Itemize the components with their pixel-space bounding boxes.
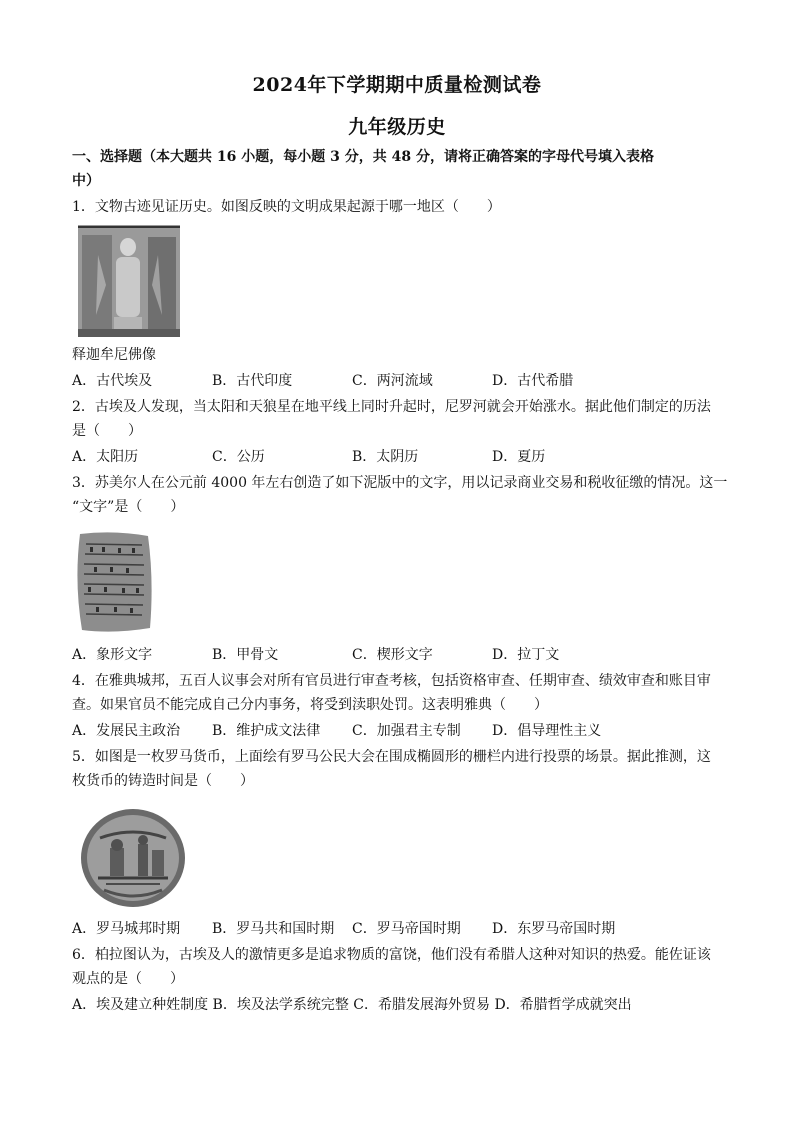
question-1-stem: 1．文物古迹见证历史。如图反映的文明成果起源于哪一地区（ ） (72, 199, 501, 215)
question-6-stem: 6．柏拉图认为，古埃及人的激情更多是追求物质的富饶，他们没有希腊人这种对知识的热爱。能佐证该 (72, 947, 711, 963)
option-d[interactable]: D．夏历 (492, 449, 546, 465)
question-5-stem: 5．如图是一枚罗马货币，上面绘有罗马公民大会在围成椭圆形的栅栏内进行投票的场景。据此推测，这 (72, 749, 711, 765)
roman-coin-photo-icon (80, 808, 186, 908)
question-3-stem: 3．苏美尔人在公元前 4000 年左右创造了如下泥版中的文字，用以记录商业交易和税收征缴的情况。这一 (72, 475, 728, 491)
option-c[interactable]: C．加强君主专制 (352, 723, 461, 739)
question-5-options (72, 920, 752, 938)
exam-title: 2024年下学期期中质量检测试卷 (252, 74, 542, 96)
option-b[interactable]: B．太阴历 (352, 449, 419, 465)
option-c[interactable]: C．公历 (212, 449, 265, 465)
option-d[interactable]: D．拉丁文 (492, 647, 560, 663)
question-2-stem: 2．古埃及人发现，当太阳和天狼星在地平线上同时升起时，尼罗河就会开始涨水。据此他们制定的历法 (72, 399, 711, 415)
exam-subtitle: 九年级历史 (348, 116, 446, 138)
question-2-stem-cont: 是（ ） (72, 423, 142, 439)
option-c[interactable]: C．楔形文字 (352, 647, 433, 663)
option-b[interactable]: B．罗马共和国时期 (212, 921, 335, 937)
option-b[interactable]: B．甲骨文 (212, 647, 279, 663)
option-b[interactable]: B．古代印度 (212, 373, 293, 389)
question-5-stem-cont: 枚货币的铸造时间是（ ） (72, 773, 254, 789)
buddha-statue-photo-icon (78, 225, 180, 337)
option-a[interactable]: A．古代埃及 (72, 373, 153, 389)
option-a[interactable]: A．太阳历 (72, 449, 139, 465)
option-d[interactable]: D．倡导理性主义 (492, 723, 602, 739)
option-c[interactable]: C．两河流域 (352, 373, 433, 389)
clay-tablet-photo-icon (74, 530, 154, 634)
option-b[interactable]: B．维护成文法律 (212, 723, 321, 739)
question-1-options (72, 372, 752, 390)
question-4-stem: 4．在雅典城邦，五百人议事会对所有官员进行审查考核，包括资格审查、任期审查、绩效审查和账目审 (72, 673, 711, 689)
question-4-stem-cont: 查。如果官员不能完成自己分内事务，将受到渎职处罚。这表明雅典（ ） (72, 697, 548, 713)
question-3-options (72, 646, 752, 664)
section-heading-cont: 中） (72, 173, 100, 189)
option-c[interactable]: C．罗马帝国时期 (352, 921, 461, 937)
question-6-options[interactable]: A．埃及建立种姓制度 B．埃及法学系统完整 C．希腊发展海外贸易 D．希腊哲学成就突出 (72, 997, 632, 1013)
question-2-options (72, 448, 752, 466)
question-6-stem-cont: 观点的是（ ） (72, 971, 184, 987)
option-a[interactable]: A．发展民主政治 (72, 723, 181, 739)
question-1-image-caption: 释迦牟尼佛像 (72, 347, 156, 363)
question-4-options (72, 722, 752, 740)
section-heading: 一、选择题（本大题共 16 小题，每小题 3 分，共 48 分，请将正确答案的字母代号填入表格 (72, 149, 654, 165)
option-a[interactable]: A．象形文字 (72, 647, 153, 663)
option-a[interactable]: A．罗马城邦时期 (72, 921, 181, 937)
option-d[interactable]: D．古代希腊 (492, 373, 574, 389)
question-3-stem-cont: “文字”是（ ） (72, 499, 185, 515)
option-d[interactable]: D．东罗马帝国时期 (492, 921, 616, 937)
